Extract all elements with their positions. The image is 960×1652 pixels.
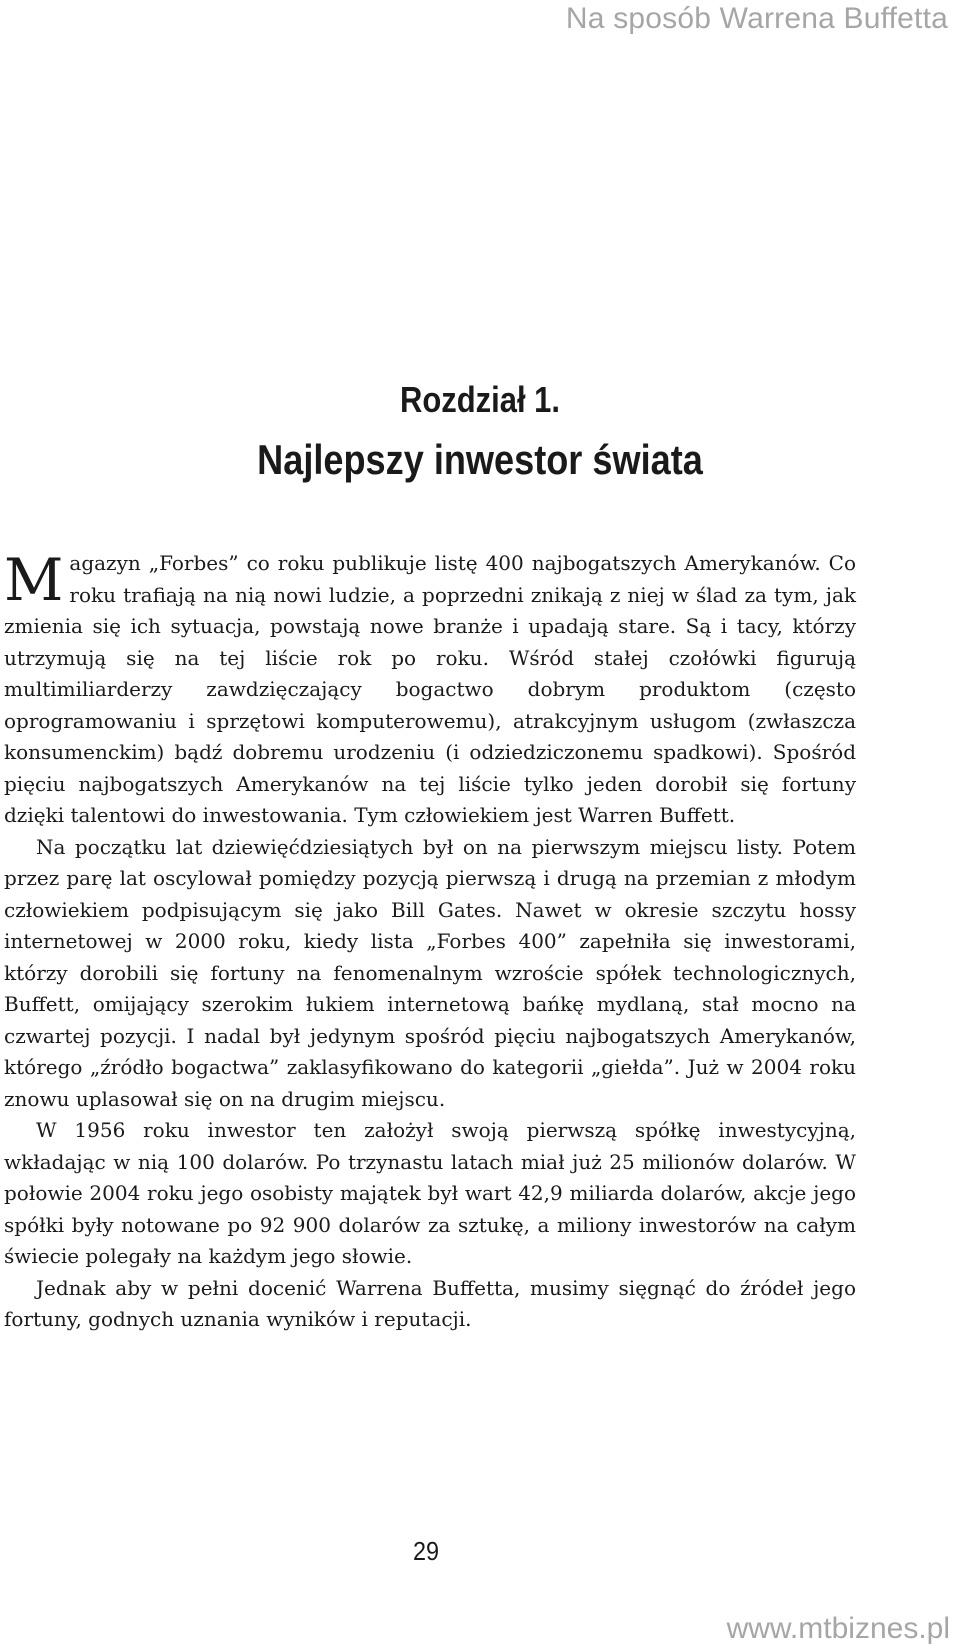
footer-url: www.mtbiznes.pl [726, 1612, 950, 1645]
paragraph-3: W 1956 roku inwestor ten założył swoją pierwszą spółkę inwestycyjną, wkładając w nią 100 dolarów. Po trzynastu latach miał już 25 milionów dolarów. W połowie 2004 roku jego osobisty majątek był wart 42,9 miliarda dolarów, akcje jego spółki były notowane po 92 900 dolarów za sztukę, a miliony inwestorów na całym świecie polegały na każdym jego słowie. [4, 1118, 856, 1268]
running-header-title: Na sposób Warrena Buffetta [565, 2, 948, 35]
chapter-number: Rozdział 1. [400, 379, 560, 420]
paragraph-1-text: agazyn „Forbes” co roku publikuje listę 400 najbogatszych Amerykanów. Co roku trafiają na nią nowi ludzie, a poprzedni znikają z niej w ślad za tym, jak zmienia się ich sytuacja, powstają nowe branże i upadają stare. Są i tacy, którzy utrzymują się na tej liście rok po roku. Wśród stałej czołówki figurują multimiliarderzy zawdzięczający bogactwo dobrym produktom (często oprogramowaniu i sprzętowi komputerowemu), atrakcyjnym usługom (zwłaszcza konsumenckim) bądź dobremu urodzeniu (i odziedziczonemu spadkowi). Spośród pięciu najbogatszych Amerykanów na tej liście tylko jeden dorobił się fortuny dzięki talentowi do inwestowania. Tym człowiekiem jest Warren Buffett. [4, 551, 856, 827]
page-number: 29 [412, 1536, 440, 1566]
paragraph-2: Na początku lat dziewięćdziesiątych był on na pierwszym miejscu listy. Potem przez parę lat oscylował pomiędzy pozycją pierwszą i drugą na przemian z młodym człowiekiem podpisującym się jako Bill Gates. Nawet w okresie szczytu hossy internetowej w 2000 roku, kiedy lista „Forbes 400” zapełniła się inwestorami, którzy dorobili się fortuny na fenomenalnym wzroście spółek technologicznych, Buffett, omijający szerokim łukiem internetową bańkę mydlaną, stał mocno na czwartej pozycji. I nadal był jedynym spośród pięciu najbogatszych Amerykanów, którego „źródło bogactwa” zaklasyfikowano do kategorii „giełda”. Już w 2004 roku znowu uplasował się on na drugim miejscu. [4, 834, 856, 1111]
paragraph-1 [4, 548, 856, 832]
drop-cap: M [4, 546, 64, 614]
paragraph-4: Jednak aby w pełni docenić Warrena Buffetta, musimy sięgnąć do źródeł jego fortuny, godnych uznania wyników i reputacji. [4, 1275, 856, 1331]
chapter-heading [0, 375, 960, 489]
chapter-body [4, 548, 856, 1336]
chapter-title: Najlepszy inwestor świata [257, 436, 703, 483]
